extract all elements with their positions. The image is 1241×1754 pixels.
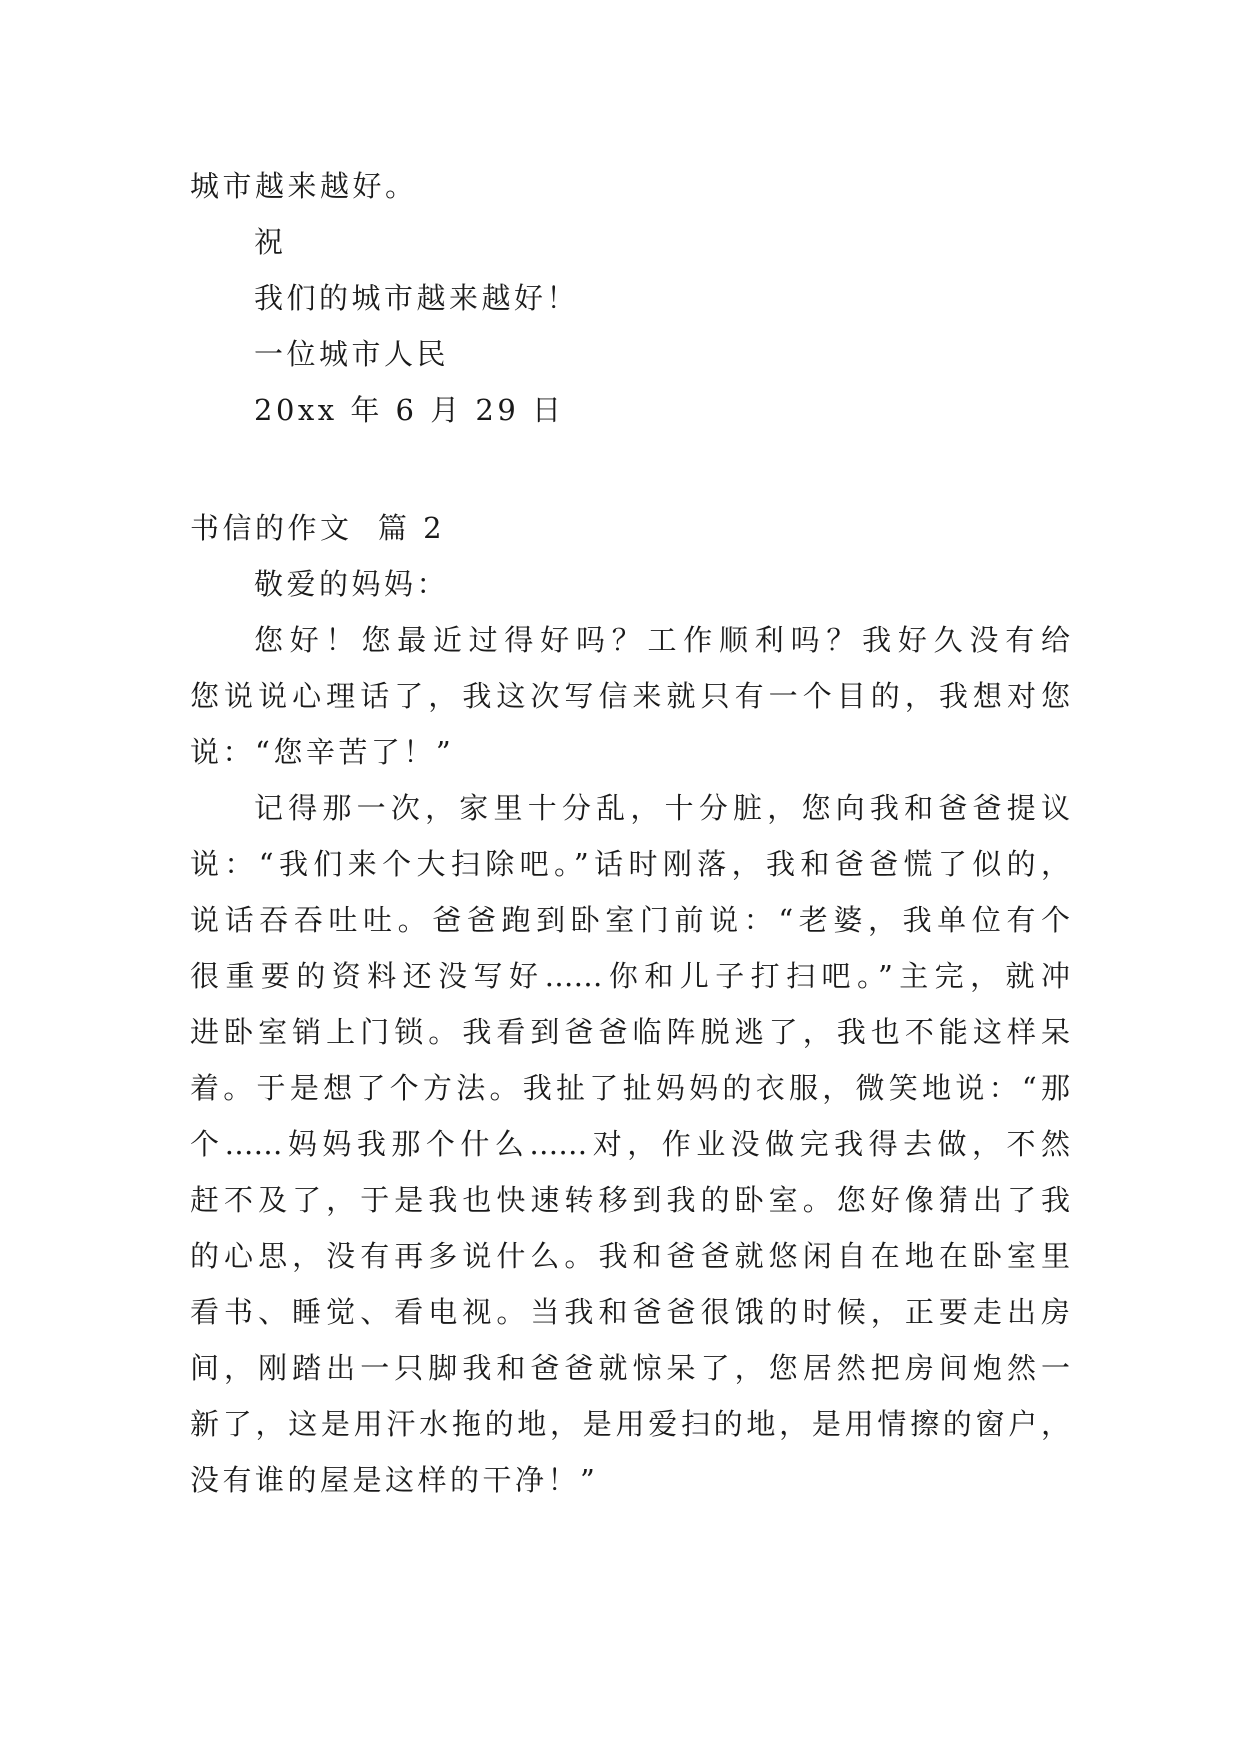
paragraph-line: 您好！您最近过得好吗？工作顺利吗？我好久没有给 bbox=[254, 623, 1070, 657]
letter-date: 20xx 年 6 月 29 日 bbox=[254, 393, 565, 427]
paragraph-line: 着。于是想了个方法。我扯了扯妈妈的衣服，微笑地说：“那 bbox=[190, 1071, 1070, 1105]
signature: 一位城市人民 bbox=[254, 337, 450, 371]
paragraph-line: 说话吞吞吐吐。爸爸跑到卧室门前说：“老婆，我单位有个 bbox=[190, 903, 1070, 937]
paragraph-line: 看书、睡觉、看电视。当我和爸爸很饿的时候，正要走出房 bbox=[190, 1295, 1070, 1329]
paragraph-line: 很重要的资料还没写好……你和儿子打扫吧。”主完，就冲 bbox=[190, 959, 1070, 993]
wish-line: 我们的城市越来越好！ bbox=[254, 281, 580, 315]
paragraph-line: 个……妈妈我那个什么……对，作业没做完我得去做，不然 bbox=[190, 1127, 1070, 1161]
greeting: 敬爱的妈妈： bbox=[254, 567, 450, 601]
paragraph-line: 进卧室销上门锁。我看到爸爸临阵脱逃了，我也不能这样呆 bbox=[190, 1015, 1070, 1049]
paragraph-line: 赶不及了，于是我也快速转移到我的卧室。您好像猜出了我 bbox=[190, 1183, 1070, 1217]
paragraph-line: 记得那一次，家里十分乱，十分脏，您向我和爸爸提议 bbox=[254, 791, 1070, 825]
salutation: 祝 bbox=[254, 225, 287, 259]
paragraph-line: 间，刚踏出一只脚我和爸爸就惊呆了，您居然把房间炮然一 bbox=[190, 1351, 1070, 1385]
paragraph-line: 新了，这是用汗水拖的地，是用爱扫的地，是用情擦的窗户， bbox=[190, 1407, 1070, 1441]
section-heading: 书信的作文 篇 2 bbox=[190, 511, 446, 545]
paragraph-line: 的心思，没有再多说什么。我和爸爸就悠闲自在地在卧室里 bbox=[190, 1239, 1070, 1273]
paragraph-line: 您说说心理话了，我这次写信来就只有一个目的，我想对您 bbox=[190, 679, 1070, 713]
paragraph-line: 说：“您辛苦了！” bbox=[190, 735, 455, 769]
paragraph-line: 说：“我们来个大扫除吧。”话时刚落，我和爸爸慌了似的， bbox=[190, 847, 1070, 881]
closing-line: 城市越来越好。 bbox=[190, 169, 418, 203]
paragraph-line: 没有谁的屋是这样的干净！” bbox=[190, 1463, 599, 1497]
